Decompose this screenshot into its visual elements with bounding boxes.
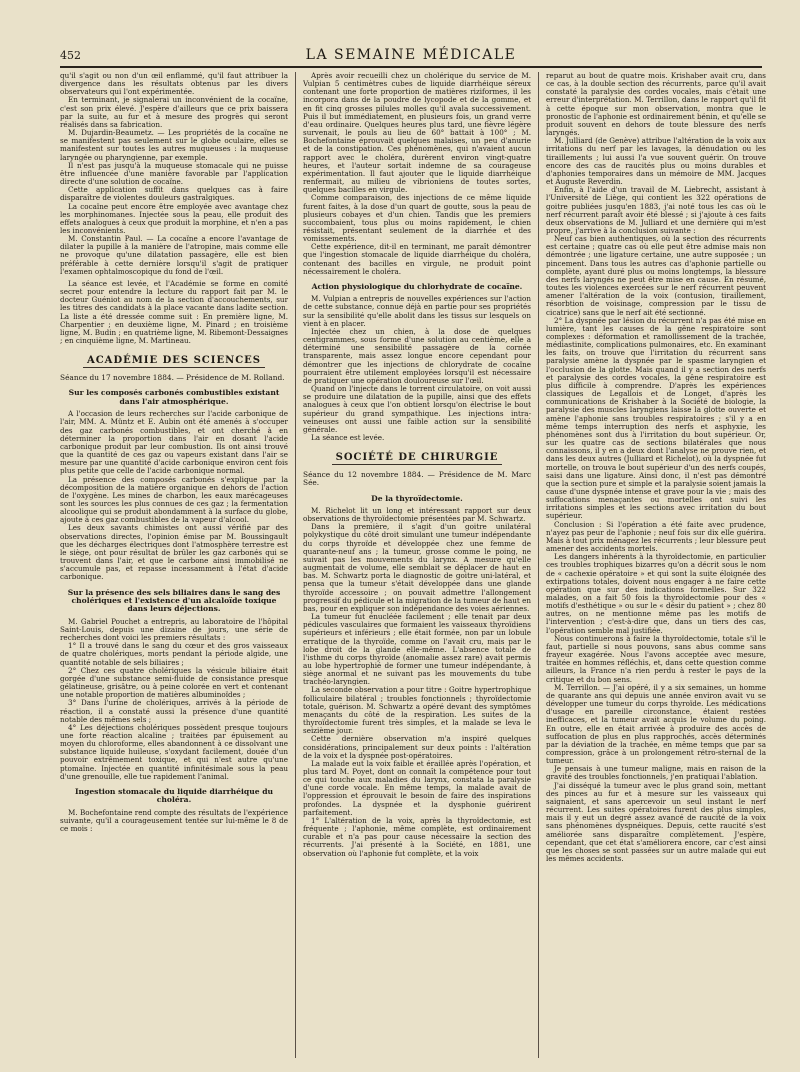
- paragraph: M. Vulpian a entrepris de nouvelles expériences sur l'action de cette substance, connue déjà en partie pour ses propriétés sur la sensibilité qu'elle abolit dans les tissus sur lesquels on vient à en placer.: [303, 294, 531, 328]
- page-header: [60, 46, 762, 68]
- session-line: Séance du 17 novembre 1884. — Présidence de M. Rolland.: [60, 373, 285, 383]
- paragraph: La séance est levée.: [311, 432, 385, 442]
- column-rule: [538, 72, 539, 1058]
- column-middle: [303, 72, 531, 1062]
- paragraph: 1° L'altération de la voix, après la thyroïdectomie, est fréquente ; l'aphonie, même complète, est ordinairement curable et n'a pas pour cause nécessaire la section des récurrents. J'ai présenté à la Société, en 1881, une observation où l'aphonie fut complète, et la voix: [303, 815, 531, 858]
- paragraph: 2° La dyspnée par lésion du récurrent n'a pas été mise en lumière, tant les causes de la gêne respiratoire sont complexes : déformation et ramollissement de la trachée, médiastinite, complications pulmonaires, etc. En examinant les faits, on trouve que l'irritation du récurrent sans paralysie amène la dyspnée par le spasme laryngien et l'occlusion de la glotte. Mais quand il y a section des nerfs et paralysie des cordes vocales, la gêne respiratoire est plus difficile à comprendre. D'après les expériences classiques de Legallois et de Longet, d'après les communications de Krishaber à la Société de biologie, la paralysie des muscles laryngiens laisse la glotte ouverte et amène l'aphonie sans troubles respiratoires ; s'il y a en même temps interruption des nerfs et asphyxie, les phénomènes sont dus à l'irritation du bout supérieur. Or, sur les quatre cas de sections bilatérales que nous connaissons, il y en a deux dont l'analyse ne prouve rien, et dans les deux autres (Julliard et Richelot), où la dyspnée fut mortelle, on trouva le bout supérieur d'un des nerfs coupés, saisi dans une ligature. Ainsi donc, il n'est pas démontré que la section pure et simple et la paralysie soient jamais la cause d'une dyspnée intense et grave pour la vie ; mais des suffocations menaçantes ou mortelles ont suivi les irritations simples et les sections avec irritation du bout supérieur.: [546, 315, 766, 521]
- paragraph: Il n'est pas jusqu'à la muqueuse stomacale qui ne puisse être influencée d'une manière favorable par l'application directe d'une solution de cocaïne.: [60, 160, 288, 187]
- paragraph: M. Terrillon. — J'ai opéré, il y a six semaines, un homme de quarante ans qui depuis une année environ avait vu se développer une tumeur du corps thyroïde. Les médications d'usage en pareille circonstance, étaient restées inefficaces, et la tumeur avait acquis le volume du poing. En outre, elle en était arrivée à produire des accès de suffocation de plus en plus rapprochés, accès déterminés par la déviation de la trachée, en même temps que par sa compression, grâce à un prolongement rétro-sternal de la tumeur.: [546, 682, 766, 766]
- paragraph: Cette application suffit dans quelques cas à faire disparaître de violentes douleurs gastralgiques.: [60, 185, 288, 203]
- paragraph: 3° Dans l'urine de cholériques, arrivés à la période de réaction, il a constaté aussi la présence d'une quantité notable des mêmes sels ;: [60, 698, 288, 724]
- paragraph: Enfin, à l'aide d'un travail de M. Liebrecht, assistant à l'Université de Liège, qui contient les 322 opérations de goitre publiées jusqu'en 1883, j'ai noté tous les cas où le nerf récurrent paraît avoir été blessé ; si j'ajoute à ces faits deux observations de M. Julliard et une dernière qui m'est propre, j'arrive à la conclusion suivante :: [546, 185, 766, 235]
- column-left: [60, 72, 288, 1062]
- paragraph: Dans la première, il s'agit d'un goitre unilatéral polykystique du côté droit simulant une tumeur indépendante du corps thyroïde et développée chez une femme de quarante-neuf ans ; la tumeur, grosse comme le poing, ne suivait pas les mouvements du larynx. A mesure qu'elle augmentait de volume, elle semblait se déplacer de haut en bas. M. Schwartz porta le diagnostic de goitre uni-latéral, et pensa que la tumeur s'était développée dans une glande thyroïde accessoire ; on pouvait admettre l'allongement progressif du pédicule et la migration de la tumeur de haut en bas, pour en expliquer son indépendance des voies aériennes.: [303, 522, 531, 613]
- section-heading-chirurgie: SOCIÉTÉ DE CHIRURGIE: [303, 454, 531, 465]
- paragraph: Comme comparaison, des injections de ce même liquide furent faites, à la dose d'un quart de goutte, sous la peau de plusieurs cobayes et d'un chien. Tandis que les premiers succombaient, tous plus ou moins rapidement, le chien résistait, présentant seulement de la diarrhée et des vomissements.: [303, 193, 531, 244]
- subheading: De la thyroïdectomie.: [371, 493, 463, 503]
- paragraph: La présence des composés carbonés s'explique par la décomposition de la matière organique en dehors de l'action de l'oxygène. Les mines de charbon, les eaux marécageuses sont les sources les plus connues de ces gaz ; la fermentation alcoolique qui se produit abondamment à la surface du globe, ajoute à ces gaz combustibles de la vapeur d'alcool.: [60, 474, 288, 525]
- paragraph: M. Constantin Paul. — La cocaïne a encore l'avantage de dilater la pupille à la manière de l'atropine, mais comme elle ne provoque qu'une dilatation passagère, elle est bien préférable à cette dernière lorsqu'il s'agit de pratiquer l'examen ophtalmoscopique du fond de l'œil.: [60, 234, 288, 276]
- paragraph: En terminant, je signalerai un inconvénient de la cocaïne, c'est son prix élevé. J'espère d'ailleurs que ce prix baissera par la suite, au fur et à mesure des progrès qui seront réalisés dans sa fabrication.: [60, 95, 288, 129]
- paragraph: A l'occasion de leurs recherches sur l'acide carbonique de l'air, MM. A. Müntz et E. Aubin ont été amenés à s'occuper des gaz carbonés combustibles, et ont cherché à en déterminer la proportion dans l'air en dosant l'acide carbonique produit par leur combustion. Ils ont ainsi trouvé que la quantité de ces gaz ou vapeurs existant dans l'air se mesure par une quantité d'acide carbonique environ cent fois plus petite que celle de l'acide carbonique normal.: [60, 409, 288, 476]
- subheading: Ingestion stomacale du liquide diarrhéique du choléra.: [74, 786, 274, 805]
- paragraph: Cette dernière observation m'a inspiré quelques considérations, principalement sur deux points : l'altération de la voix et la dyspnée post-opératoires.: [303, 734, 531, 760]
- paragraph: reparut au bout de quatre mois. Krishaber avait cru, dans ce cas, à la double section des récurrents, parce qu'il avait constaté la paralysie des cordes vocales, mais c'était une erreur d'interprétation. M. Terrillon, dans le rapport qu'il fit à cette époque sur mon observation, montra que le pronostic de l'aphonie est ordinairement bénin, et qu'elle se produit souvent en dehors de toute blessure des nerfs laryngés.: [546, 72, 766, 138]
- paragraph: La séance est levée, et l'Académie se forme en comité secret pour entendre la lecture du rapport fait par M. le docteur Guéniot au nom de la section d'accouchements, sur les titres des candidats à la place vacante dans ladite section. La liste a été dressée comme suit : En première ligne, M. Charpentier ; en deuxième ligne, M. Pinard ; en troisième ligne, M. Budin ; en quatrième ligne, M. Ribemont-Dessaignes ; en cinquième ligne, M. Martineau.: [60, 278, 288, 345]
- subheading: Sur les composés carbonés combustibles existant dans l'air atmosphérique.: [68, 388, 280, 406]
- paragraph: 1° Il a trouvé dans le sang du cœur et des gros vaisseaux de quatre cholériques, morts pendant la période algide, une quantité notable de sels biliaires ;: [60, 641, 288, 667]
- paragraph: Je pensais à une tumeur maligne, mais en raison de la gravité des troubles fonctionnels, j'en pratiquai l'ablation.: [546, 764, 766, 782]
- page-number: 452: [60, 49, 81, 62]
- paragraph: 2° Chez ces quatre cholériques la vésicule biliaire était gorgée d'une substance semi-fluide de consistance presque gélatineuse, grisâtre, ou à peine colorée en vert et contenant une notable proportion de matières albuminoïdes ;: [60, 665, 288, 700]
- paragraph: La tumeur fut énucléée facilement ; elle tenait par deux pédicules vasculaires que formaient les vaisseaux thyroïdiens supérieurs et inférieurs ; elle était formée, non par un lobule erratique de la thyroïde, comme on l'avait cru, mais par le lobe droit de la glande elle-même. L'absence totale de l'isthme du corps thyroïde (anomalie assez rare) avait permis au lobe hypertrophié de former une tumeur indépendante, à siège anormal et ne suivant pas les mouvements du tube trachéo-laryngien.: [303, 612, 531, 687]
- paragraph: Les deux savants chimistes ont aussi vérifié par des observations directes, l'opinion émise par M. Boussingault que les décharges électriques dont l'atmosphère terrestre est le siège, ont pour résultat de brûler les gaz carbonés qui se trouvent dans l'air, et que le carbone ainsi immobilisé ne s'accumule pas, et repasse incessamment à l'état d'acide carbonique.: [60, 523, 288, 582]
- paragraph: Injectée chez un chien, à la dose de quelques centigrammes, sous forme d'une solution au centième, elle a déterminé une sensibilité passagère de la cornée transparente, mais assez longue encore cependant pour démontrer que les injections de chlorydrate de cocaïne pourraient être utilement employées lorsqu'il est nécessaire de pratiquer une opération douloureuse sur l'œil.: [303, 326, 531, 385]
- paragraph: Conclusion : Si l'opération a été faite avec prudence, n'ayez pas peur de l'aphonie ; neuf fois sur dix elle guérira. Mais à tout prix ménagez les récurrents ; leur blessure peut amener des accidents mortels.: [546, 519, 766, 554]
- paragraph: La cocaïne peut encore être employée avec avantage chez les morphinomanes. Injectée sous la peau, elle produit des effets analogues à ceux que produit la morphine, et n'en a pas les inconvénients.: [60, 201, 288, 235]
- session-line: Séance du 12 novembre 1884. — Présidence de M. Marc Sée.: [303, 470, 531, 488]
- subheading: Sur la présence des sels biliaires dans le sang des cholériques et l'existence d'un alcaloïde toxique dans leurs déjections.: [67, 587, 281, 614]
- section-heading-academie: ACADÉMIE DES SCIENCES: [60, 357, 288, 368]
- paragraph: Nous continuerons à faire la thyroïdectomie, totale s'il le faut, partielle si nous pouvons, sans abus comme sans frayeur exagérée. Nous l'avons acceptée avec mesure, traitée en hommes réfléchis, et, dans cette question comme ailleurs, la France n'a rien perdu à rester le pays de la critique et du bon sens.: [546, 633, 766, 684]
- paragraph: Après avoir recueilli chez un cholérique du service de M. Vulpian 5 centimètres cubes de liquide diarrhéique séreux contenant une forte proportion de matières riziformes, il les incorpora dans de la poudre de lycopode et de la gomme, et en fit cinq grosses pilules molles qu'il avala successivement. Puis il but immédiatement, en plusieurs fois, un grand verre d'eau ordinaire. Quelques heures plus tard, une fièvre légère survenait, le pouls au lieu de 60° battait à 100° ; M. Bochefontaine éprouvait quelques malaises, un peu d'anurie et de la constipation. Ces phénomènes, qui n'avaient aucun rapport avec le choléra, durèrent environ vingt-quatre heures, et l'auteur sortait indemne de sa courageuse expérimentation. Il faut ajouter que le liquide diarrhéique renfermait, au milieu de vibrioniens de toutes sortes, quelques bacilles en virgule.: [303, 72, 531, 195]
- paragraph: J'ai disséqué la tumeur avec le plus grand soin, mettant des pinces au fur et à mesure sur les vaisseaux qui saignaient, et sans apercevoir un seul instant le nerf récurrent. Les suites opératoires furent des plus simples, mais il y eut un degré assez avancé de raucité de la voix sans phénomènes dyspnéiques. Depuis, cette raucité s'est améliorée sans disparaître complètement. J'espère, cependant, que cet état s'améliorera encore, car c'est ainsi que les choses se sont passées sur un autre malade qui eut les mêmes accidents.: [546, 780, 766, 863]
- paragraph: Les dangers inhérents à la thyroïdectomie, en particulier ces troubles trophiques bizarres qu'on a décrit sous le nom de « cachexie opératoire » et qui sont la suite éloignée des extirpations totales, doivent nous engager à ne faire cette opération que sur des indications formelles. Sur 322 malades, on a fait 50 fois la thyroïdectomie pour des « motifs d'esthétique » ou sur le « désir du patient » ; chez 80 autres, on ne mentionne même pas les motifs de l'intervention ; c'est-à-dire que, dans un tiers des cas, l'opération semble mal justifiée.: [546, 552, 766, 635]
- paragraph: M. Gabriel Pouchet a entrepris, au laboratoire de l'hôpital Saint-Louis, depuis une dizaine de jours, une série de recherches dont voici les premiers résultats :: [60, 616, 288, 643]
- running-title: LA SEMAINE MÉDICALE: [305, 47, 517, 63]
- paragraph: Quand on l'injecte dans le torrent circulatoire, on voit aussi se produire une dilatation de la pupille, ainsi que des effets analogues à ceux que l'on obtient lorsqu'on électrise le bout supérieur du grand sympathique. Les injections intra-veineuses ont aussi une faible action sur la sensibilité générale.: [303, 384, 531, 434]
- column-right: [546, 72, 766, 1062]
- paragraph: Cette expérience, dit-il en terminant, me paraît démontrer que l'ingestion stomacale de liquide diarrhéique du choléra, contenant des bacilles en virgule, ne produit point nécessairement le choléra.: [303, 242, 531, 276]
- column-rule: [295, 72, 296, 1058]
- paragraph: M. Dujardin-Beaumetz. — Les propriétés de la cocaïne ne se manifestent pas seulement sur le globe oculaire, elles se manifestent sur toutes les autres muqueuses : la muqueuse laryngée ou pharyngienne, par exemple.: [60, 128, 288, 162]
- paragraph: M. Richelot lit un long et intéressant rapport sur deux observations de thyroïdectomie présentées par M. Schwartz.: [303, 506, 531, 524]
- paragraph: qu'il s'agit ou non d'un œil enflammé, qu'il faut attribuer la divergence dans les résultats obtenus par les divers observateurs qui l'ont expérimentée.: [60, 72, 288, 97]
- paragraph: M. Bochefontaine rend compte des résultats de l'expérience suivante, qu'il a courageusement tentée sur lui-même le 8 de ce mois :: [60, 807, 288, 834]
- subheading: Action physiologique du chlorhydrate de cocaïne.: [311, 281, 523, 291]
- paragraph: La malade eut la voix faible et éraillée après l'opération, et plus tard M. Poyet, dont on connaît la compétence pour tout ce qui touche aux maladies du larynx, constata la paralysie d'une corde vocale. En même temps, la malade avait de l'oppression et éprouvait le besoin de faire des inspirations profondes. La dyspnée et la dysphonie guérirent parfaitement.: [303, 758, 531, 817]
- paragraph: M. Julliard (de Genève) attribue l'altération de la voix aux irritations du nerf par les lavages, la dénudation ou les tiraillements ; lui aussi l'a vue souvent guérir. On trouve encore des cas de raucités plus ou moins durables et d'aphonies temporaires dans un mémoire de MM. Jacques et Auguste Reverdin.: [546, 136, 766, 187]
- paragraph: Neuf cas bien authentiques, où la section des récurrents est certaine ; quatre cas où elle peut être admise mais non démontrée ; une ligature certaine, une autre supposée ; un pincement. Dans tous les autres cas d'aphonie partielle ou complète, ayant duré plus ou moins longtemps, la blessure des nerfs laryngés ne peut être mise en cause. En résumé, toutes les violences exercées sur le nerf récurrent peuvent amener l'altération de la voix (contusion, tiraillement, résorbtion de voisinage, compression par le tissu de cicatrice) sans que le nerf ait été sectionné.: [546, 234, 766, 317]
- paragraph: 4° Les déjections cholériques possèdent presque toujours une forte réaction alcaline ; traitées par épuisement au moyen du chloroforme, elles abandonnent à ce dissolvant une substance liquide huileuse, s'oxydant facilement, douée d'un pouvoir extrêmement toxique, et qui n'est autre qu'une ptomaïne. Injectée en quantité infinitésimale sous la peau d'une grenouille, elle tue rapidement l'animal.: [60, 722, 288, 781]
- paragraph: La seconde observation a pour titre : Goitre hypertrophique folliculaire bilatéral ; troubles fonctionnels ; thyroïdectomie totale, guérison. M. Schwartz a opéré devant des symptômes menaçants du côté de la respiration. Les suites de la thyroïdectomie furent très simples, et la malade se leva le seizième jour.: [303, 685, 531, 736]
